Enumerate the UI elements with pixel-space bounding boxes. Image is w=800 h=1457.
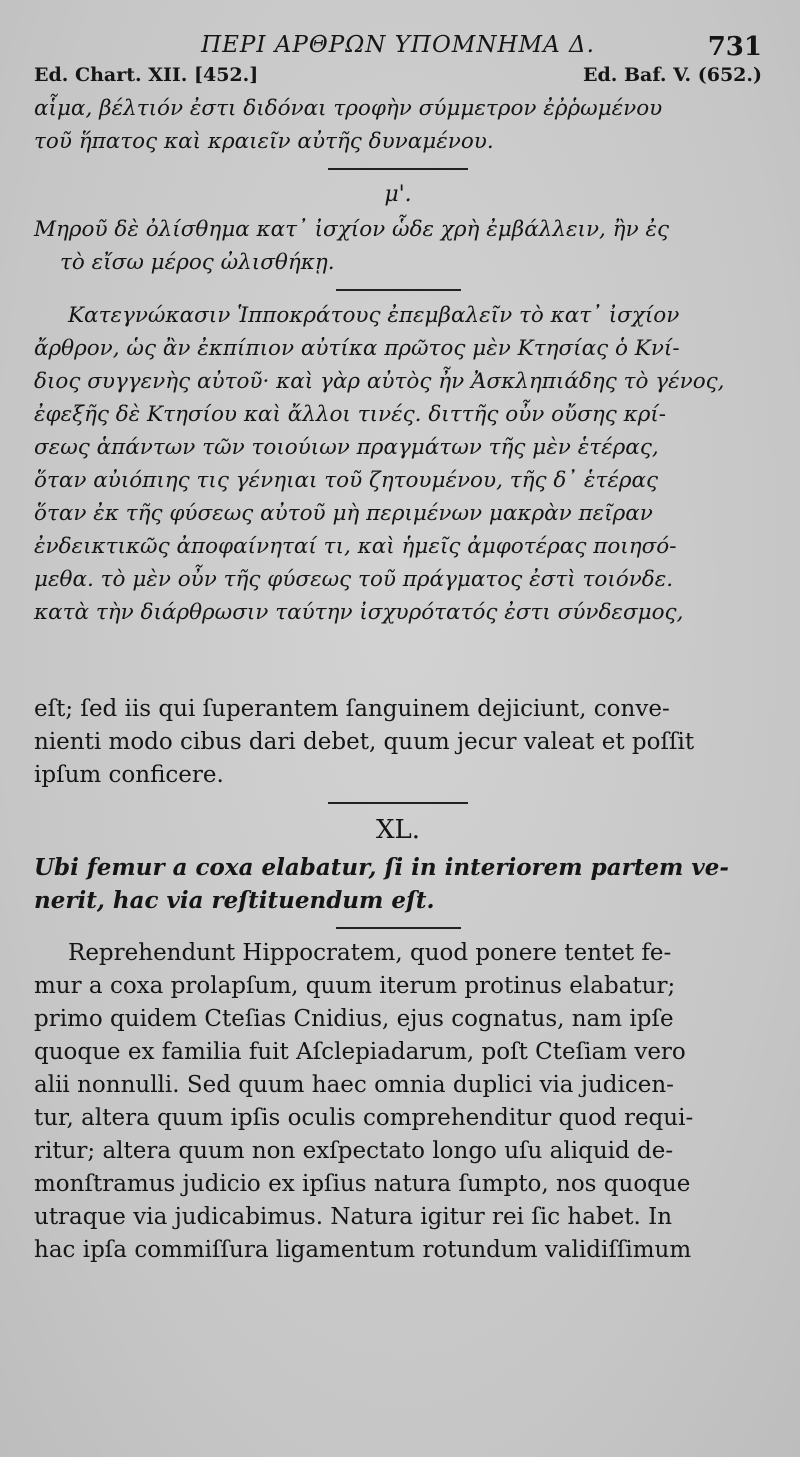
greek-commentary-line: ἄρθρον, ὡς ἂν ἐκπίπιον αὐτίκα πρῶτος μὲν Κτησίας ὁ Κνί- bbox=[34, 336, 680, 361]
latin-opening-line: eſt; ſed iis qui ſuperantem ſanguinem dejiciunt, conve- bbox=[34, 696, 670, 722]
latin-commentary-line: utraque via judicabimus. Natura igitur rei ſic habet. In bbox=[34, 1204, 673, 1230]
latin-lemma-line: Ubi femur a coxa elabatur, ſi in interiorem partem ve- bbox=[34, 854, 729, 881]
latin-opening-line: ipſum conficere. bbox=[34, 762, 224, 788]
greek-opening-line: τοῦ ἥπατος καὶ κραιεῖν αὐτῆς δυναμένου. bbox=[34, 129, 494, 154]
greek-commentary-line: ἐνδεικτικῶς ἀποφαίνηταί τι, καὶ ἡμεῖς ἀμφοτέρας ποιησό- bbox=[34, 534, 677, 559]
latin-section-number: XL. bbox=[375, 815, 421, 845]
divider-rule bbox=[328, 802, 468, 804]
greek-opening-line: αἷμα, βέλτιόν ἐστι διδόναι τροφὴν σύμμετρον ἐῤῥωμένου bbox=[34, 96, 663, 121]
edition-left: Ed. Chart. XII. [452.] bbox=[34, 64, 259, 86]
latin-commentary-line: hac ipſa commiſſura ligamentum rotundum validiſſimum bbox=[34, 1237, 692, 1263]
divider-rule bbox=[336, 289, 461, 291]
page-number: 731 bbox=[707, 32, 762, 62]
latin-commentary-line: ritur; altera quum non exſpectato longo uſu aliquid de- bbox=[34, 1138, 674, 1164]
latin-commentary-line: monſtramus judicio ex ipſius natura ſumpto, nos quoque bbox=[34, 1171, 691, 1197]
greek-commentary-line: ὅταν ἐκ τῆς φύσεως αὐτοῦ μὴ περιμένων μακρὰν πεῖραν bbox=[34, 501, 653, 526]
greek-commentary-line: διος συγγενὴς αὐτοῦ· καὶ γὰρ αὐτὸς ἦν Ἀσκληπιάδης τὸ γένος, bbox=[34, 369, 725, 394]
latin-commentary-line: mur a coxa prolapſum, quum iterum protinus elabatur; bbox=[34, 973, 676, 999]
latin-commentary-line: Reprehendunt Hippocratem, quod ponere tentet fe- bbox=[68, 940, 672, 966]
greek-commentary-line: ὅταν αὐιόπιης τις γένηιαι τοῦ ζητουμένου, τῆς δ᾽ ἑτέρας bbox=[34, 468, 659, 493]
greek-text-block bbox=[34, 92, 762, 629]
latin-commentary-line: quoque ex familia fuit Aſclepiadarum, poſt Cteſiam vero bbox=[34, 1039, 686, 1065]
running-head bbox=[34, 30, 762, 70]
greek-commentary-line: σεως ἁπάντων τῶν τοιούιων πραγμάτων τῆς μὲν ἑτέρας, bbox=[34, 435, 659, 460]
greek-commentary-line: μεθα. τὸ μὲν οὖν τῆς φύσεως τοῦ πράγματος ἐστὶ τοιόνδε. bbox=[34, 567, 674, 592]
latin-opening-line: nienti modo cibus dari debet, quum jecur valeat et poſſit bbox=[34, 729, 695, 755]
latin-lemma-line: nerit, hac via reſtituendum eſt. bbox=[34, 887, 435, 914]
greek-commentary-line: κατὰ τὴν διάρθρωσιν ταύτην ἰσχυρότατός ἐστι σύνδεσμος, bbox=[34, 600, 684, 625]
divider-rule bbox=[328, 168, 468, 170]
latin-commentary-line: tur, altera quum ipſis oculis comprehenditur quod requi- bbox=[34, 1105, 694, 1131]
greek-commentary-line: Κατεγνώκασιν Ἱπποκράτους ἐπεμβαλεῖν τὸ κατ᾽ ἰσχίον bbox=[68, 303, 680, 328]
running-title: ΠΕΡΙ ΑΡΘΡΩΝ ΥΠΟΜΝΗΜΑ Δ. bbox=[201, 32, 595, 58]
edition-right: Ed. Baf. V. (652.) bbox=[583, 64, 762, 86]
latin-text-block bbox=[34, 693, 762, 1267]
greek-lemma-line: Μηροῦ δὲ ὀλίσθημα κατ᾽ ἰσχίον ὧδε χρὴ ἐμβάλλειν, ἢν ἐς bbox=[34, 217, 670, 242]
latin-commentary-line: primo quidem Cteſias Cnidius, ejus cognatus, nam ipſe bbox=[34, 1006, 674, 1032]
column-gap bbox=[34, 629, 762, 693]
latin-commentary-line: alii nonnulli. Sed quum haec omnia duplici via judicen- bbox=[34, 1072, 674, 1098]
greek-commentary-line: ἐφεξῆς δὲ Κτησίου καὶ ἄλλοι τινές. διττῆς οὖν οὔσης κρί- bbox=[34, 402, 667, 427]
divider-rule bbox=[336, 927, 461, 929]
greek-section-number: μ'. bbox=[384, 182, 412, 207]
greek-lemma-line: τὸ εἴσω μέρος ὠλισθήκῃ. bbox=[60, 250, 335, 275]
